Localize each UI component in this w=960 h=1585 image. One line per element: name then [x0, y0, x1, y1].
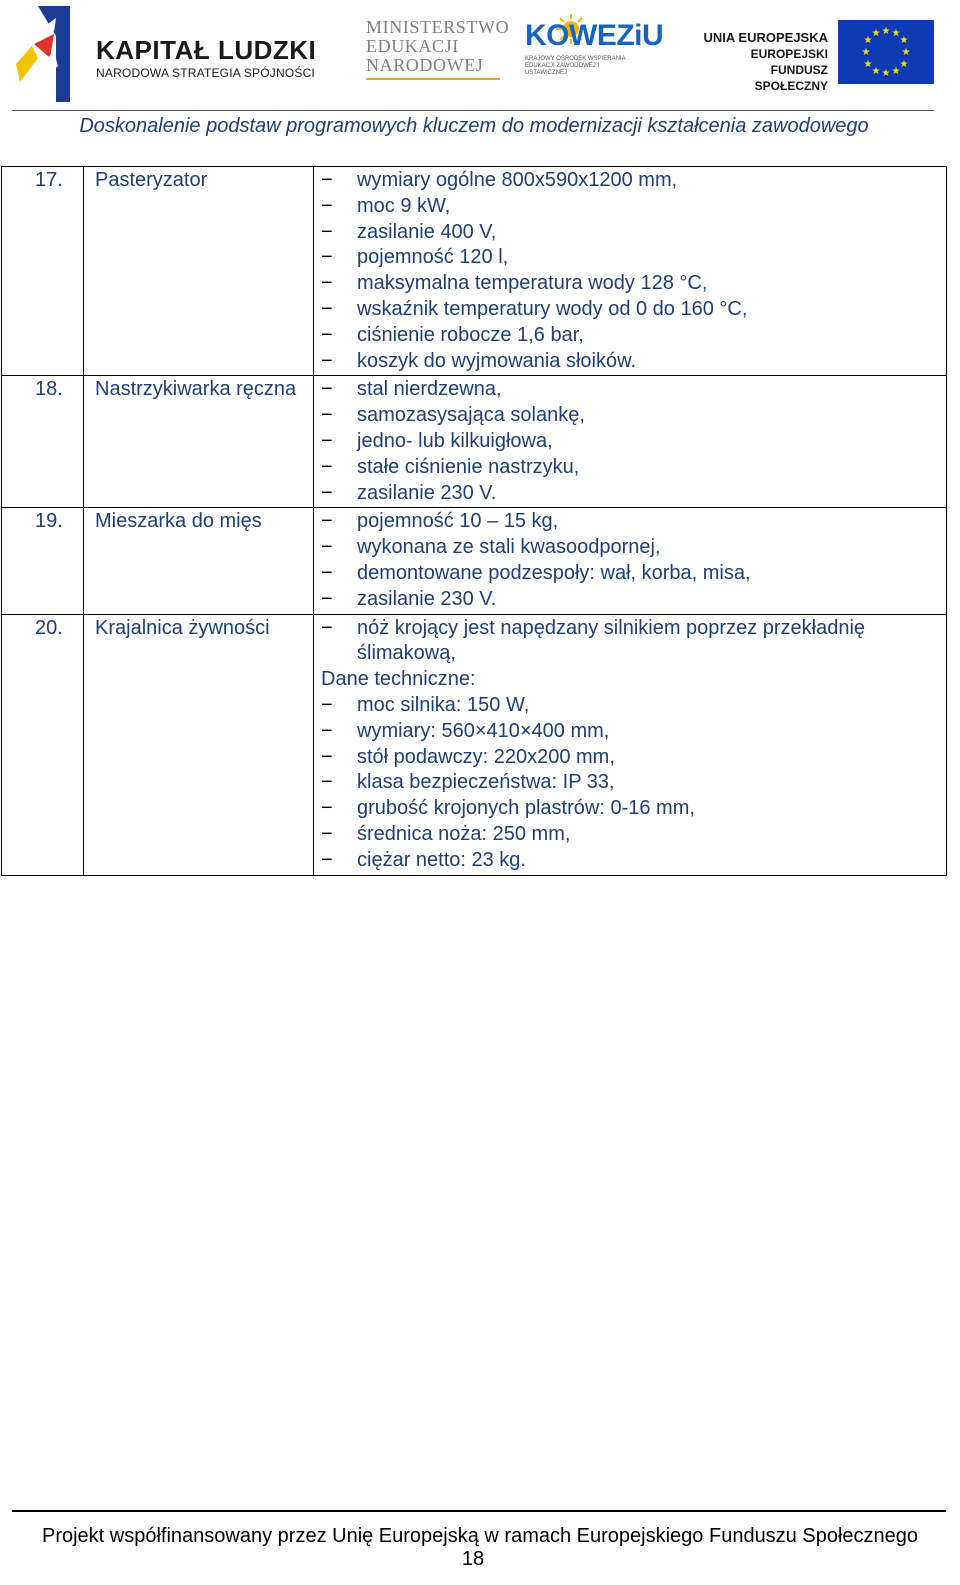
bullet-dash: − — [321, 797, 333, 820]
equipment-specs — [314, 508, 947, 614]
bullet-dash: − — [321, 194, 333, 217]
bullet-dash: − — [321, 323, 333, 346]
page-number: 18 — [461, 1548, 485, 1570]
svg-text:★: ★ — [881, 68, 891, 79]
bullet-dash: − — [321, 246, 333, 269]
equipment-table — [1, 166, 947, 876]
ministerstwo-line1: MINISTERSTWO — [366, 17, 510, 37]
svg-text:★: ★ — [891, 28, 901, 39]
spec-text: samozasysająca solankę, — [357, 404, 585, 427]
spec-text: maksymalna temperatura wody 128 °C, — [357, 272, 708, 295]
ministerstwo-underline — [366, 78, 500, 80]
spec-text: pojemność 120 l, — [357, 246, 509, 269]
row-number: 18. — [2, 376, 84, 508]
spec-item — [314, 455, 946, 481]
table-row — [2, 614, 947, 875]
bullet-dash: − — [321, 693, 333, 716]
spec-item — [314, 403, 946, 429]
ue-line3: FUNDUSZ SPOŁECZNY — [754, 63, 828, 93]
table-row — [2, 508, 947, 614]
svg-text:★: ★ — [863, 59, 873, 70]
svg-text:★: ★ — [881, 26, 891, 37]
svg-text:★: ★ — [871, 28, 881, 39]
spec-item — [314, 323, 946, 349]
spec-item — [314, 271, 946, 297]
eu-flag-icon — [838, 20, 934, 84]
bullet-dash: − — [321, 822, 333, 845]
spec-text: wymiary ogólne 800x590x1200 mm, — [357, 169, 678, 191]
spec-text: wskaźnik temperatury wody od 0 do 160 °C, — [357, 297, 748, 320]
spec-item — [314, 822, 946, 848]
spec-item — [314, 429, 946, 455]
spec-item — [314, 745, 946, 771]
bullet-dash: − — [321, 169, 333, 191]
bullet-dash: − — [321, 404, 333, 427]
svg-text:★: ★ — [871, 66, 881, 77]
ue-line1: UNIA EUROPEJSKA — [703, 30, 828, 45]
spec-item — [314, 245, 946, 271]
bullet-dash: − — [321, 510, 333, 533]
ue-line2: EUROPEJSKI — [750, 47, 828, 61]
bullet-dash: − — [321, 561, 333, 584]
bullet-dash: − — [321, 349, 333, 372]
spec-item — [314, 168, 946, 194]
ue-logo-text — [698, 30, 828, 94]
header-divider — [12, 110, 934, 111]
spec-text: zasilanie 400 V, — [357, 220, 497, 243]
svg-text:★: ★ — [899, 35, 909, 46]
spec-item — [314, 693, 946, 719]
footer-divider — [12, 1510, 946, 1512]
bullet-dash: − — [321, 297, 333, 320]
spec-text: demontowane podzespoły: wał, korba, misa, — [357, 561, 751, 584]
spec-item — [314, 194, 946, 220]
table-row — [2, 376, 947, 508]
spec-text: nóż krojący jest napędzany silnikiem poprzez przekładnię ślimakową, — [357, 616, 866, 665]
spec-item — [314, 848, 946, 874]
koweziu-subtitle: KRAJOWY OŚRODEK WSPIERANIA EDUKACJI ZAWODOWEJ I USTAWICZNEJ — [525, 56, 626, 76]
svg-text:★: ★ — [861, 47, 871, 58]
kapital-ludzki-title: KAPITAŁ LUDZKI — [96, 35, 317, 65]
bullet-dash: − — [321, 587, 333, 610]
spec-text: moc 9 kW, — [357, 194, 451, 217]
bullet-dash: − — [321, 378, 333, 401]
spec-text: zasilanie 230 V. — [357, 481, 497, 504]
spec-text: ciężar netto: 23 kg. — [357, 848, 526, 871]
spec-text: moc silnika: 150 W, — [357, 693, 530, 716]
row-number: 17. — [2, 167, 84, 376]
ministerstwo-line3: NARODOWEJ — [366, 55, 484, 75]
spec-text: koszyk do wyjmowania słoików. — [357, 349, 636, 372]
spec-list — [314, 616, 946, 668]
row-number: 20. — [2, 614, 84, 875]
svg-text:★: ★ — [863, 35, 873, 46]
spec-list — [314, 693, 946, 874]
spec-item — [314, 770, 946, 796]
spec-text: stałe ciśnienie nastrzyku, — [357, 455, 580, 478]
spec-text: stół podawczy: 220x200 mm, — [357, 745, 615, 768]
spec-text: wykonana ze stali kwasoodpornej, — [357, 536, 661, 559]
bullet-dash: − — [321, 536, 333, 559]
ministerstwo-logo — [366, 18, 509, 75]
spec-item — [314, 349, 946, 375]
equipment-name: Mieszarka do mięs — [84, 508, 314, 614]
document-subtitle: Doskonalenie podstaw programowych kluczem do modernizacji kształcenia zawodowego — [79, 115, 869, 137]
spec-text: średnica noża: 250 mm, — [357, 822, 571, 845]
bullet-dash: − — [321, 220, 333, 243]
svg-text:★: ★ — [899, 59, 909, 70]
equipment-name: Krajalnica żywności — [84, 614, 314, 875]
bullet-dash: − — [321, 616, 333, 639]
spec-item — [314, 796, 946, 822]
spec-text: stal nierdzewna, — [357, 378, 502, 401]
spec-item — [314, 535, 946, 561]
koweziu-logo — [525, 20, 663, 77]
svg-text:★: ★ — [901, 47, 911, 58]
ministerstwo-line2: EDUKACJI — [366, 36, 459, 56]
spec-text: pojemność 10 – 15 kg, — [357, 510, 559, 533]
kapital-ludzki-text — [96, 36, 316, 80]
equipment-name: Nastrzykiwarka ręczna — [84, 376, 314, 508]
equipment-name: Pasteryzator — [84, 167, 314, 376]
spec-list — [314, 509, 946, 612]
bullet-dash: − — [321, 481, 333, 504]
spec-item — [314, 719, 946, 745]
bullet-dash: − — [321, 745, 333, 768]
spec-text: grubość krojonych plastrów: 0-16 mm, — [357, 797, 695, 820]
header-logos — [0, 0, 960, 110]
spec-text: jedno- lub kilkuigłowa, — [357, 429, 553, 452]
equipment-specs — [314, 376, 947, 508]
kapital-ludzki-subtitle: NARODOWA STRATEGIA SPÓJNOŚCI — [96, 66, 315, 80]
spec-text: wymiary: 560×410×400 mm, — [357, 719, 610, 742]
spec-item — [314, 297, 946, 323]
spec-item — [314, 220, 946, 246]
spec-text: ciśnienie robocze 1,6 bar, — [357, 323, 584, 346]
spec-list — [314, 168, 946, 374]
spec-text: klasa bezpieczeństwa: IP 33, — [357, 771, 615, 794]
svg-text:★: ★ — [891, 66, 901, 77]
spec-item — [314, 481, 946, 507]
spec-item — [314, 616, 946, 668]
spec-heading: Dane techniczne: — [321, 668, 476, 691]
spec-item — [314, 561, 946, 587]
equipment-specs — [314, 614, 947, 875]
bullet-dash: − — [321, 455, 333, 478]
table-row — [2, 167, 947, 376]
koweziu-name: KOWEZiU — [525, 19, 664, 52]
spec-text: zasilanie 230 V. — [357, 587, 497, 610]
bullet-dash: − — [321, 719, 333, 742]
bullet-dash: − — [321, 429, 333, 452]
kapital-ludzki-logo-icon — [10, 6, 88, 102]
bullet-dash: − — [321, 272, 333, 295]
row-number: 19. — [2, 508, 84, 614]
bullet-dash: − — [321, 771, 333, 794]
spec-list — [314, 377, 946, 506]
footer-text: Projekt współfinansowany przez Unię Europejską w ramach Europejskiego Funduszu Społecznego — [41, 1525, 919, 1547]
bullet-dash: − — [321, 848, 333, 871]
equipment-specs — [314, 167, 947, 376]
spec-item — [314, 587, 946, 613]
spec-item — [314, 509, 946, 535]
equipment-table-body — [2, 167, 947, 876]
spec-item — [314, 377, 946, 403]
